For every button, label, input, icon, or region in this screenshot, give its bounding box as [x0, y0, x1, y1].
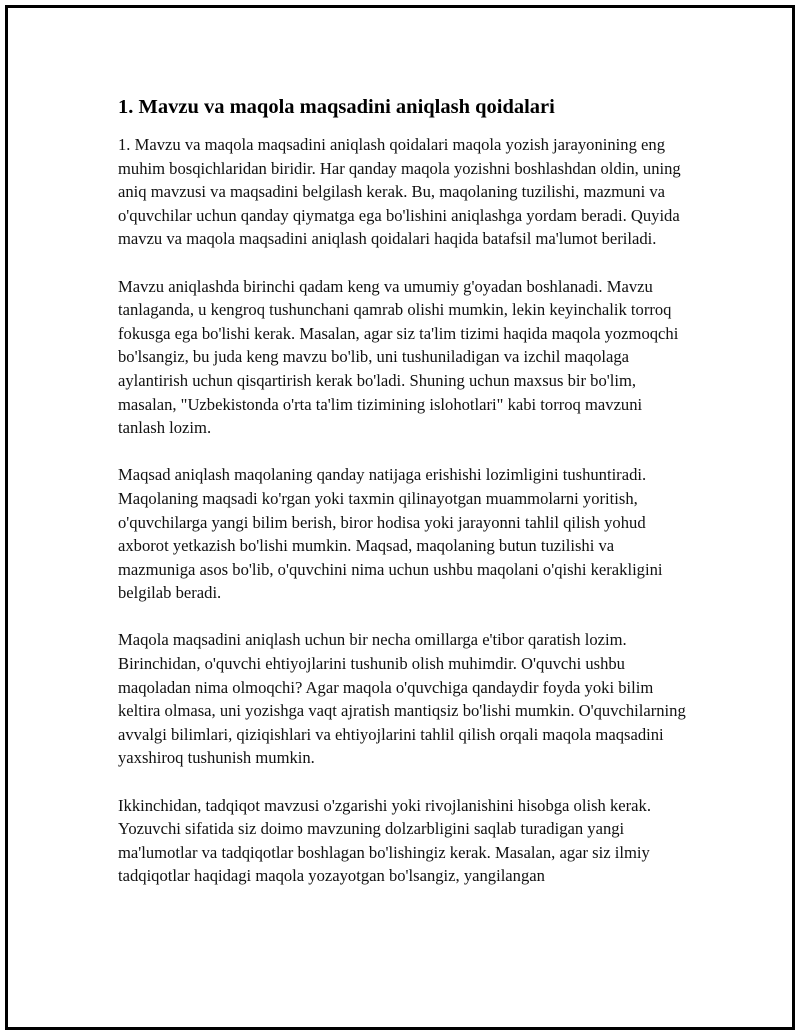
paragraph-intro: 1. Mavzu va maqola maqsadini aniqlash qoidalari maqola yozish jarayonining eng muhim bosqichlaridan biridir. Har qanday maqola yozishni boshlashdan oldin, uning aniq mavzusi va maqsadini belgilash kerak. Bu, maqolaning tuzilishi, mazmuni va o'quvchilar uchun qanday qiymatga ega bo'lishini aniqlashga yordam beradi. Quyida mavzu va maqola maqsadini aniqlash qoidalari haqida batafsil ma'lumot beriladi.: [118, 135, 681, 249]
document-body: [118, 94, 693, 912]
paragraph-topic: Mavzu aniqlashda birinchi qadam keng va umumiy g'oyadan boshlanadi. Mavzu tanlaganda, u kengroq tushunchani qamrab olishi mumkin, lekin keyinchalik torroq fokusga ega bo'lishi kerak. Masalan, agar siz ta'lim tizimi haqida maqola yozmoqchi bo'lsangiz, bu juda keng mavzu bo'lib, uni tushuniladigan va izchil maqolaga aylantirish uchun qisqartirish kerak bo'ladi. Shuning uchun maxsus bir bo'lim, masalan, "Uzbekistonda o'rta ta'lim tizimining islohotlari" kabi torroq mavzuni tanlash lozim.: [118, 276, 679, 438]
document-title: 1. Mavzu va maqola maqsadini aniqlash qoidalari: [118, 96, 555, 118]
paragraph-factors: Maqola maqsadini aniqlash uchun bir necha omillarga e'tibor qaratish lozim. Birinchidan, o'quvchi ehtiyojlarini tushunib olish muhimdir. O'quvchi ushbu maqoladan nima olmoqchi? Agar maqola o'quvchiga qandaydir foyda yoki bilim keltira olmasa, uni yozishga vaqt ajratish mantiqsiz bo'lishi mumkin. O'quvchilarning avvalgi bilimlari, qiziqishlari va ehtiyojlarini tahlil qilish orqali maqola maqsadini yaxshiroq tushunish mumkin.: [118, 630, 686, 768]
paragraph-purpose: Maqsad aniqlash maqolaning qanday natijaga erishishi lozimligini tushuntiradi. Maqolaning maqsadi ko'rgan yoki taxmin qilinayotgan muammolarni yoritish, o'quvchilarga yangi bilim berish, biror hodisa yoki jarayonni tahlil qilish yohud axborot yetkazish bo'lishi mumkin. Maqsad, maqolaning butun tuzilishi va mazmuniga asos bo'lib, o'quvchini nima uchun ushbu maqolani o'qishi kerakligini belgilab beradi.: [118, 465, 663, 603]
paragraph-research: Ikkinchidan, tadqiqot mavzusi o'zgarishi yoki rivojlanishini hisobga olish kerak. Yozuvchi sifatida siz doimo mavzuning dolzarbligini saqlab turadigan yangi ma'lumotlar va tadqiqotlar boshlagan bo'lishingiz kerak. Masalan, agar siz ilmiy tadqiqotlar haqidagi maqola yozayotgan bo'lsangiz, yangilangan: [118, 795, 651, 886]
